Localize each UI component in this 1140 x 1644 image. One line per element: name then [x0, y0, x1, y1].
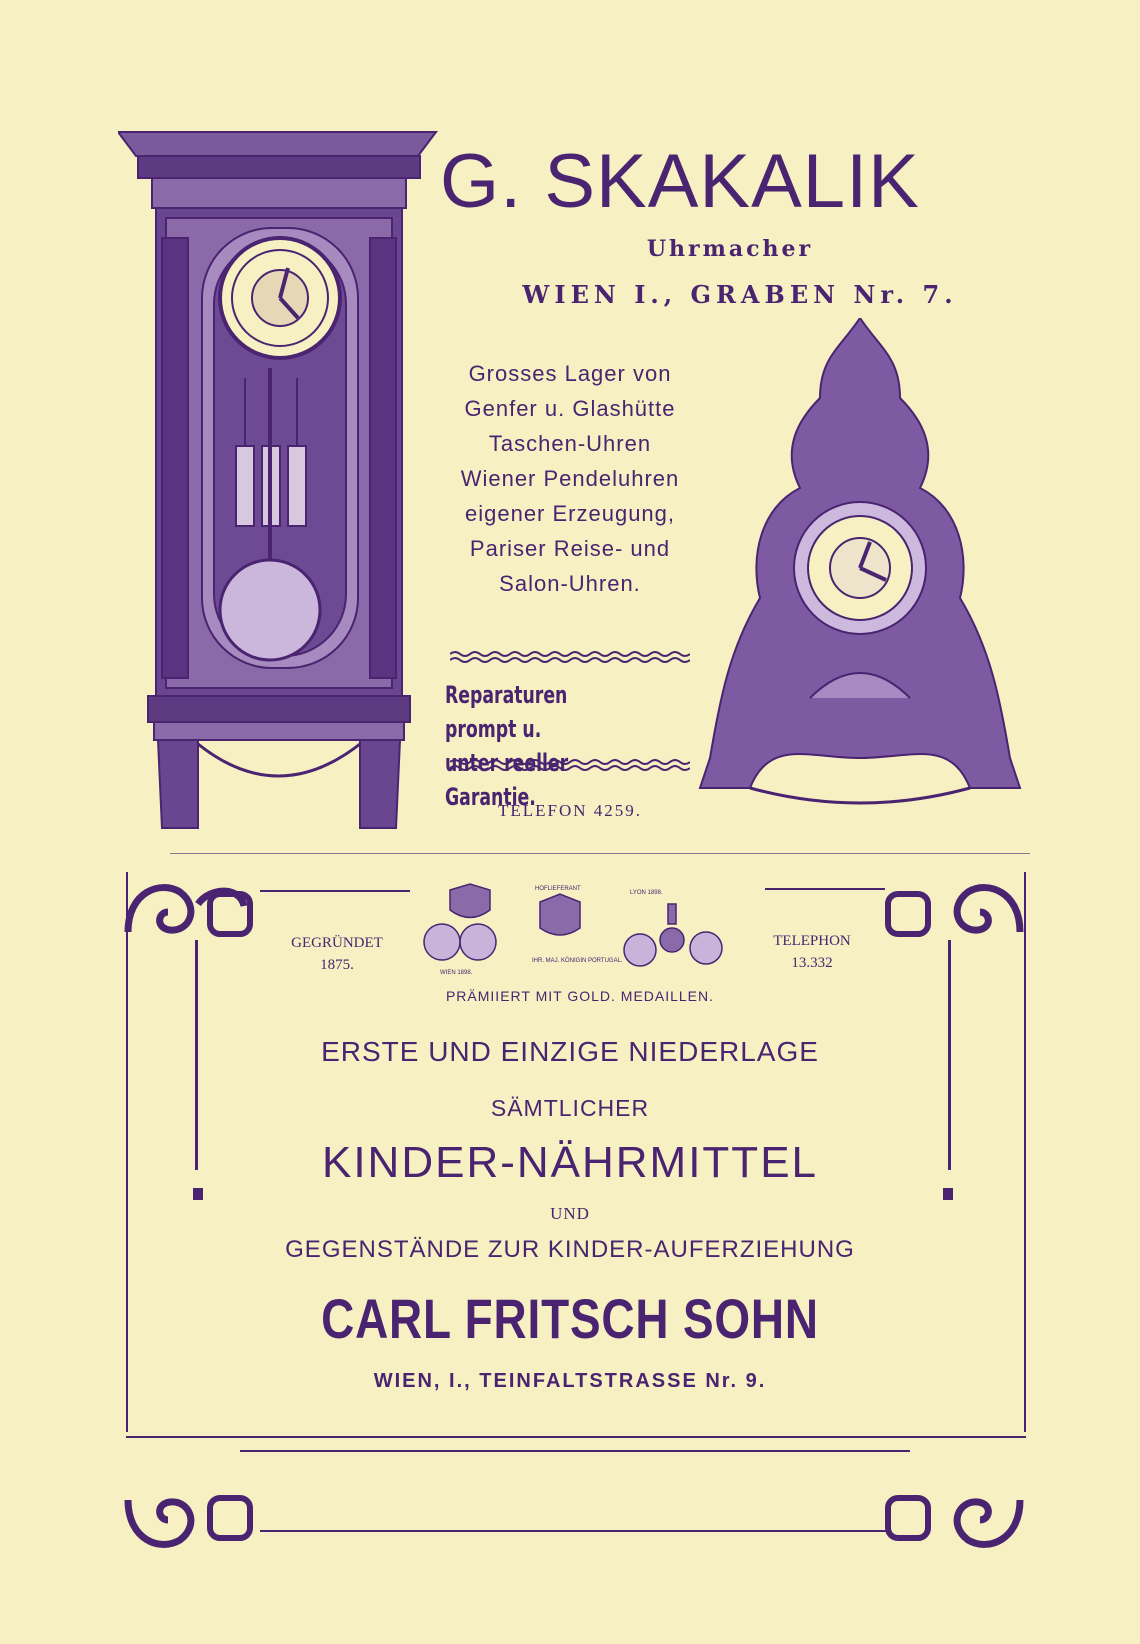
frame-square-left — [193, 1188, 203, 1200]
description-line: Taschen-Uhren — [488, 431, 652, 456]
headline-conjunction: UND — [550, 1204, 590, 1223]
corner-ornament-top-right — [880, 872, 1030, 992]
section-divider — [170, 853, 1030, 854]
award-medals — [420, 880, 730, 980]
repair-line: Reparaturen prompt u. — [445, 681, 568, 743]
occupation: Uhrmacher — [646, 236, 814, 262]
wavy-divider — [450, 650, 690, 664]
description-line: Wiener Pendeluhren — [460, 466, 680, 491]
headline-line-5: GEGENSTÄNDE ZUR KINDER-AUFERZIEHUNG — [285, 1236, 855, 1263]
frame-line-bottom-1 — [126, 1436, 1026, 1438]
repair-line: unter reeller Garantie. — [445, 749, 569, 811]
description-line: Genfer u. Glashütte — [464, 396, 676, 421]
telephone-number: 13.332 — [791, 955, 833, 971]
telephone-number: TELEFON 4259. — [497, 801, 643, 820]
founded-year: 1875. — [320, 957, 354, 973]
headline-main: KINDER-NÄHRMITTEL — [321, 1138, 819, 1187]
description-line: eigener Erzeugung, — [464, 501, 676, 526]
frame-line-top-right — [765, 888, 885, 890]
founded-notice — [272, 932, 402, 976]
frame-line-top-left — [260, 890, 410, 892]
repair-notice — [445, 678, 625, 814]
medal-caption-left: WIEN 1898. — [440, 970, 473, 976]
corner-ornament-bottom-right — [880, 1440, 1030, 1560]
founded-label: GEGRÜNDET — [291, 935, 383, 951]
wavy-divider — [450, 758, 690, 772]
description-line: Grosses Lager von — [468, 361, 672, 386]
company-name: CARL FRITSCH SOHN — [321, 1287, 819, 1350]
product-description — [440, 356, 700, 601]
mantel-clock-illustration — [690, 318, 1030, 818]
company-address: WIEN, I., TEINFALTSTRASSE Nr. 9. — [373, 1370, 767, 1392]
frame-line-bottom-3 — [260, 1530, 890, 1532]
corner-ornament-top-left — [120, 872, 260, 992]
telephone-notice — [752, 930, 872, 974]
telephone-label: TELEPHON — [773, 933, 851, 949]
frame-square-right — [943, 1188, 953, 1200]
shop-address: WIEN I., GRABEN Nr. 7. — [522, 280, 958, 309]
corner-ornament-bottom-left — [120, 1440, 270, 1560]
description-line: Salon-Uhren. — [499, 571, 641, 596]
headline-line-2: SÄMTLICHER — [490, 1095, 650, 1121]
medal-caption-right: LYON 1898. — [630, 890, 663, 896]
description-line: Pariser Reise- und — [469, 536, 671, 561]
awards-caption: PRÄMIIERT MIT GOLD. MEDAILLEN. — [445, 988, 715, 1004]
headline-line-1: ERSTE UND EINZIGE NIEDERLAGE — [321, 1036, 819, 1067]
wall-clock-illustration — [118, 128, 438, 838]
frame-line-bottom-2 — [240, 1450, 910, 1452]
firm-name: G. SKAKALIK — [440, 139, 920, 224]
medal-caption-mid-top: HOFLIEFERANT — [535, 886, 581, 892]
medal-caption-mid: IHR. MAJ. KÖNIGIN PORTUGAL. — [532, 958, 623, 964]
